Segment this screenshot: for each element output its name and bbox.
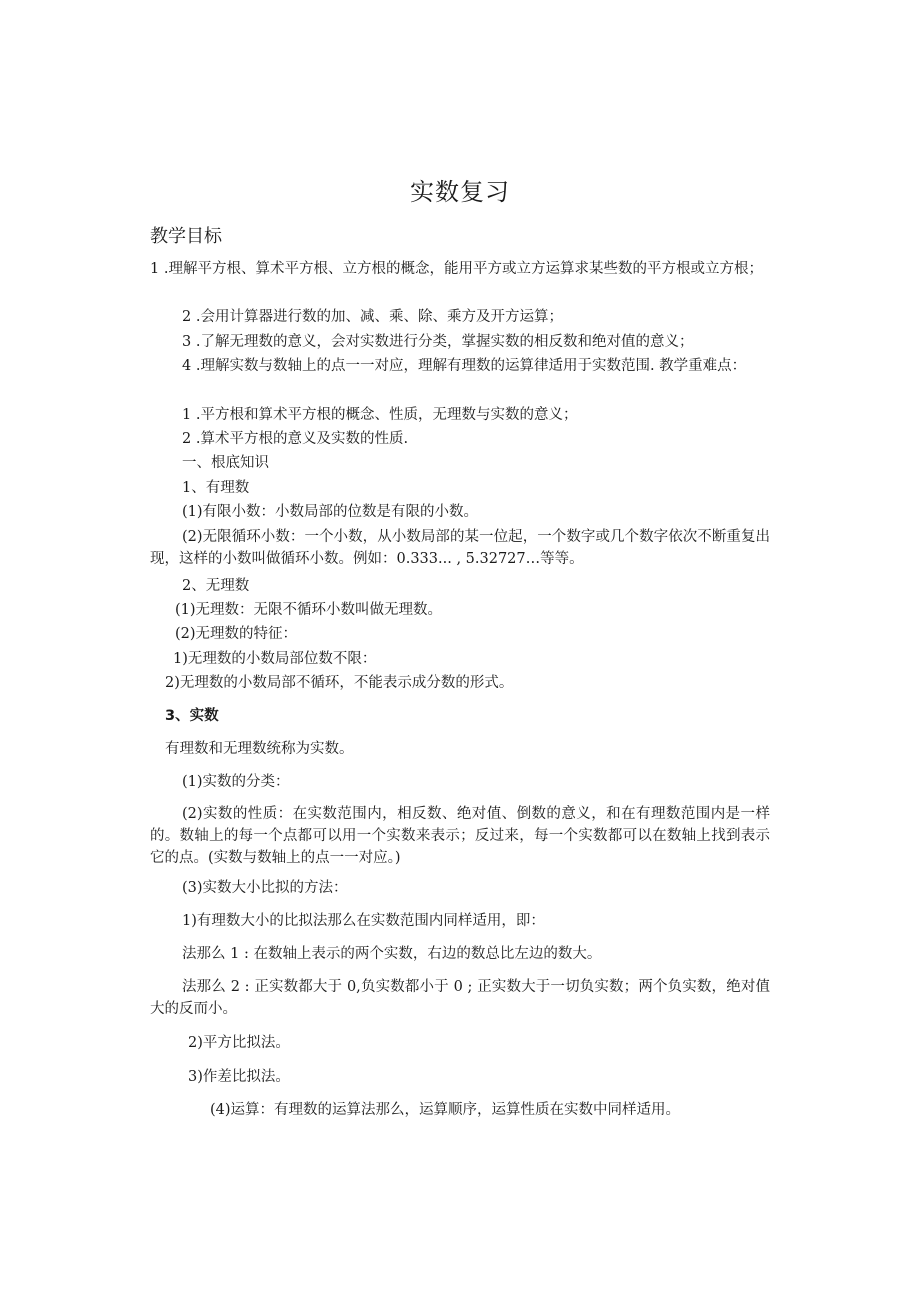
section-basic-knowledge: 一、根底知识	[182, 455, 269, 471]
paragraph-repeating-decimal: (2)无限循环小数：一个小数，从小数局部的某一位起，一个数字或几个数字依次不断重复出现，这样的小数叫做循环小数。例如：0.333... , 5.32727…等等。	[150, 529, 770, 567]
paragraph-compare-methods: (3)实数大小比拟的方法：	[182, 880, 348, 896]
paragraph-key-2: 2 .算术平方根的意义及实数的性质.	[182, 431, 409, 447]
paragraph-goal-4: 4 .理解实数与数轴上的点一一对应，理解有理数的运算律适用于实数范围. 教学重难点：	[182, 358, 747, 374]
paragraph-operations: (4)运算：有理数的运算法那么，运算顺序，运算性质在实数中同样适用。	[210, 1102, 681, 1118]
paragraph-real-classification: (1)实数的分类：	[182, 774, 290, 790]
paragraph-irrational-feature: (2)无理数的特征：	[175, 626, 298, 642]
paragraph-irrational-def: (1)无理数：无限不循环小数叫做无理数。	[175, 602, 443, 618]
subsection-irrational: 2、无理数	[182, 578, 250, 594]
paragraph-rule-2: 法那么 2 : 正实数都大于 0,负实数都小于 0 ; 正实数大于一切负实数；两个负实数，绝对值大的反而小。	[150, 979, 770, 1017]
paragraph-compare-rational: 1)有理数大小的比拟法那么在实数范围内同样适用，即：	[182, 913, 545, 929]
paragraph-square-compare: 2)平方比拟法。	[188, 1035, 290, 1051]
paragraph-goal-2: 2 .会用计算器进行数的加、减、乘、除、乘方及开方运算；	[182, 309, 563, 325]
paragraph-finite-decimal: (1)有限小数：小数局部的位数是有限的小数。	[182, 504, 479, 520]
paragraph-real-def: 有理数和无理数统称为实数。	[165, 741, 354, 757]
subsection-real: 3、实数	[165, 708, 219, 724]
paragraph-feature-2: 2)无理数的小数局部不循环，不能表示成分数的形式。	[165, 675, 514, 691]
paragraph-difference-compare: 3)作差比拟法。	[188, 1069, 290, 1085]
document-title: 实数复习	[410, 178, 510, 206]
section-heading: 教学目标	[150, 226, 222, 247]
paragraph-rule-1: 法那么 1 : 在数轴上表示的两个实数，右边的数总比左边的数大。	[182, 946, 602, 962]
paragraph-goal-1: 1 .理解平方根、算术平方根、立方根的概念，能用平方或立方运算求某些数的平方根或立方根；	[150, 261, 763, 277]
paragraph-feature-1: 1)无理数的小数局部位数不限：	[173, 651, 377, 667]
paragraph-real-properties: (2)实数的性质：在实数范围内，相反数、绝对值、倒数的意义，和在有理数范围内是一样的。数轴上的每一个点都可以用一个实数来表示；反过来，每一个实数都可以在数轴上找到表示它的点。(实数与数轴上的点一一对应。)	[150, 806, 770, 866]
subsection-rational: 1、有理数	[182, 480, 250, 496]
paragraph-key-1: 1 .平方根和算术平方根的概念、性质，无理数与实数的意义；	[182, 407, 578, 423]
paragraph-goal-3: 3 .了解无理数的意义，会对实数进行分类，掌握实数的相反数和绝对值的意义；	[182, 334, 694, 350]
